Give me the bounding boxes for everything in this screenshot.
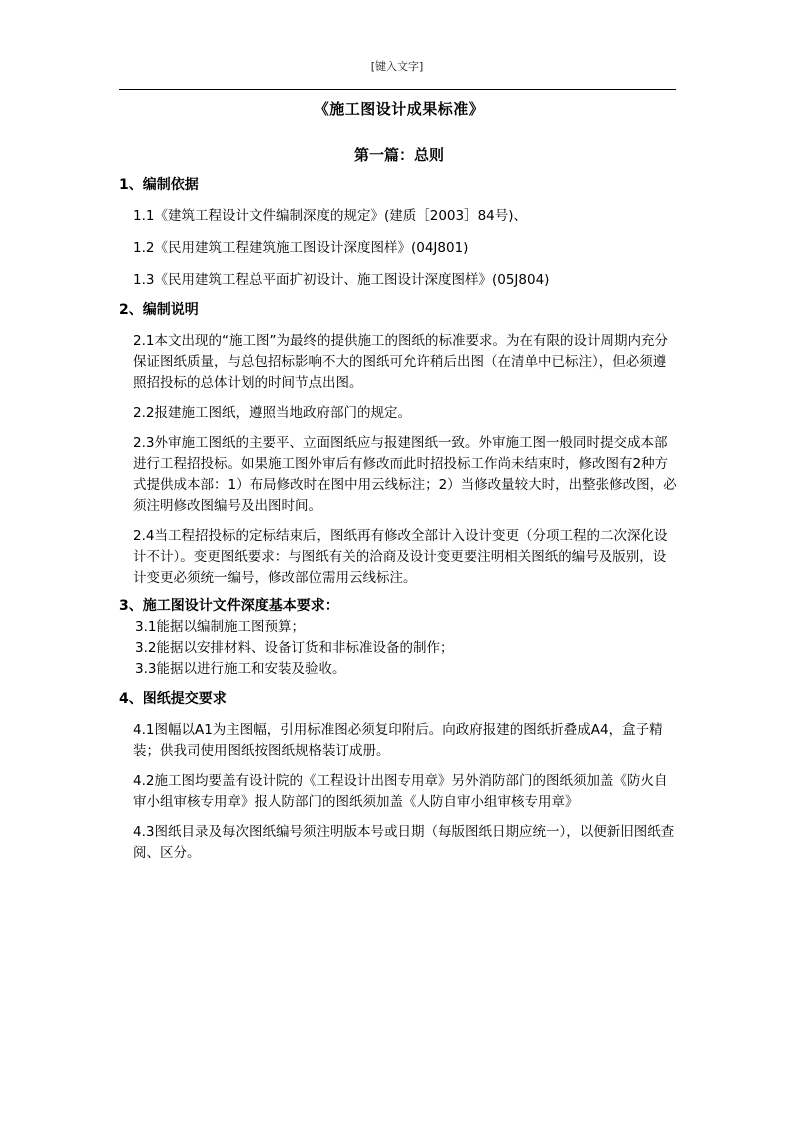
paragraph: 2.1本文出现的“施工图”为最终的提供施工的图纸的标准要求。为在有限的设计周期内充分保证图纸质量，与总包招标影响不大的图纸可允许稍后出图（在清单中已标注），但必须遵照招投标的总体计划的时间节点出图。 [133,333,668,391]
paragraph: 2.2报建施工图纸，遵照当地政府部门的规定。 [133,405,411,421]
paragraph: 2.3外审施工图纸的主要平、立面图纸应与报建图纸一致。外审施工图一般同时提交成本部进行工程招投标。如果施工图外审后有修改而此时招投标工作尚未结束时，修改图有2种方式提供成本部：1）布局修改时在图中用云线标注；2）当修改量较大时，出整张修改图，必须注明修改图编号及出图时间。 [133,435,677,514]
section-heading: 3、施工图设计文件深度基本要求： [119,598,339,614]
list-item: 3.3能据以进行施工和安装及验收。 [135,661,346,677]
paragraph: 4.2施工图均要盖有设计院的《工程设计出图专用章》另外消防部门的图纸须加盖《防火自审小组审核专用章》报人防部门的图纸须加盖《人防自审小组审核专用章》 [133,773,668,810]
section-heading: 2、编制说明 [119,302,199,318]
paragraph: 4.1图幅以A1为主图幅，引用标准图必须复印附后。向政府报建的图纸折叠成A4，盒子精装；供我司使用图纸按图纸规格装订成册。 [133,722,663,759]
list-item: 3.1能据以编制施工图预算； [135,619,305,635]
list-item: 1.1《建筑工程设计文件编制深度的规定》(建质［2003］84号)、 [133,208,528,224]
section-heading: 4、图纸提交要求 [119,691,227,707]
document-body [119,94,679,864]
section-heading: 1、编制依据 [119,177,199,193]
page-header-text: [键入文字] [370,60,424,73]
section-1 [119,174,679,291]
header-divider [119,89,676,90]
list-item: 1.2《民用建筑工程建筑施工图设计深度图样》(04J801) [133,240,469,256]
paragraph: 4.3图纸目录及每次图纸编号须注明版本号或日期（每版图纸日期应统一），以便新旧图纸查阅、区分。 [133,824,675,861]
list-item: 1.3《民用建筑工程总平面扩初设计、施工图设计深度图样》(05J804) [133,272,550,288]
part-title: 第一篇：总则 [353,146,444,164]
section-3 [119,595,679,680]
paragraph: 2.4当工程招投标的定标结束后，图纸再有修改全部计入设计变更（分项工程的二次深化设计不计）。变更图纸要求：与图纸有关的洽商及设计变更要注明相关图纸的编号及版别，设计变更必须统一编号，修改部位需用云线标注。 [133,528,668,586]
section-2 [119,299,679,589]
section-4 [119,688,679,864]
document-title: 《施工图设计成果标准》 [313,100,485,118]
list-item: 3.2能据以安排材料、设备订货和非标准设备的制作； [135,640,454,656]
